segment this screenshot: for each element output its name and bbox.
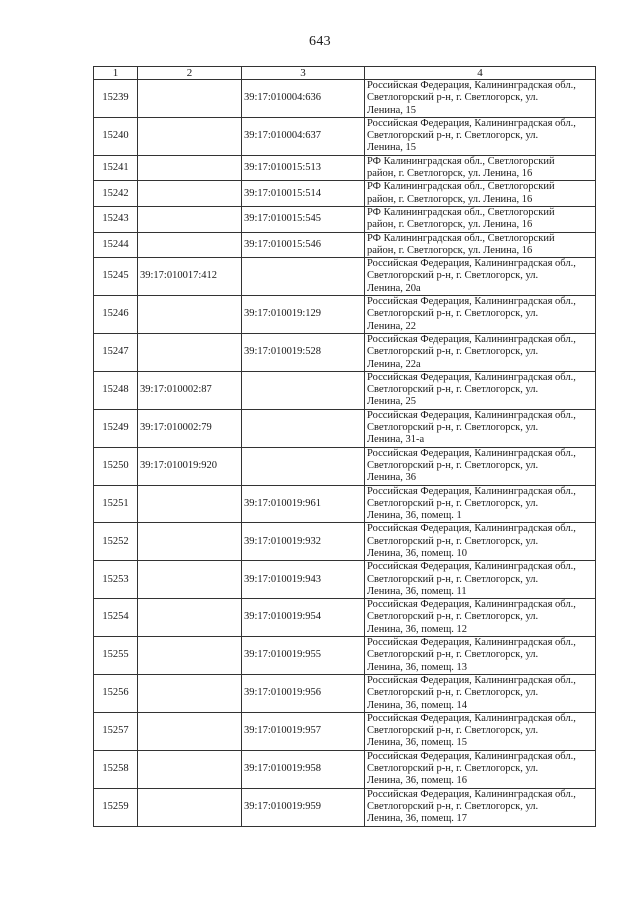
table-row <box>94 258 596 296</box>
address-line: Светлогорский р-н, г. Светлогорск, ул. <box>367 687 539 699</box>
table-row <box>94 712 596 750</box>
address-line: Российская Федерация, Калининградская обл., <box>367 674 576 686</box>
address-line: Светлогорский р-н, г. Светлогорск, ул. <box>367 92 539 104</box>
land-cadastral-number-cell <box>138 155 242 181</box>
address-line: Светлогорский р-н, г. Светлогорск, ул. <box>367 384 539 396</box>
object-cadastral-number-cell: 39:17:010004:636 <box>242 80 365 118</box>
address-line: Ленина, 20а <box>367 282 421 294</box>
address-line: Светлогорский р-н, г. Светлогорск, ул. <box>367 763 539 775</box>
address-line: Ленина, 36, помещ. 13 <box>367 661 468 673</box>
object-cadastral-number-cell <box>242 447 365 485</box>
land-cadastral-number-cell <box>138 523 242 561</box>
address-cell <box>365 232 596 258</box>
address-line: Светлогорский р-н, г. Светлогорск, ул. <box>367 130 539 142</box>
land-cadastral-number-cell <box>138 674 242 712</box>
row-number-cell: 15242 <box>94 181 138 207</box>
address-cell <box>365 117 596 155</box>
address-cell <box>365 371 596 409</box>
table-row <box>94 599 596 637</box>
land-cadastral-number-cell <box>138 117 242 155</box>
row-number-cell: 15253 <box>94 561 138 599</box>
address-line: район, г. Светлогорск, ул. Ленина, 16 <box>367 244 533 256</box>
row-number-cell: 15250 <box>94 447 138 485</box>
address-line: Светлогорский р-н, г. Светлогорск, ул. <box>367 800 539 812</box>
address-cell <box>365 409 596 447</box>
table-row <box>94 788 596 826</box>
address-line: Российская Федерация, Калининградская обл., <box>367 117 576 129</box>
object-cadastral-number-cell <box>242 258 365 296</box>
table-row <box>94 371 596 409</box>
land-cadastral-number-cell: 39:17:010002:79 <box>138 409 242 447</box>
row-number-cell: 15255 <box>94 637 138 675</box>
address-line: Ленина, 36, помещ. 10 <box>367 547 468 559</box>
address-line: РФ Калининградская обл., Светлогорский <box>367 232 555 244</box>
header-col-2: 2 <box>138 67 242 80</box>
address-line: Светлогорский р-н, г. Светлогорск, ул. <box>367 611 539 623</box>
object-cadastral-number-cell: 39:17:010019:961 <box>242 485 365 523</box>
land-cadastral-number-cell <box>138 181 242 207</box>
row-number-cell: 15258 <box>94 750 138 788</box>
table-row <box>94 674 596 712</box>
table-row <box>94 181 596 207</box>
address-line: Ленина, 22а <box>367 358 421 370</box>
address-line: Ленина, 36, помещ. 1 <box>367 510 462 522</box>
object-cadastral-number-cell: 39:17:010015:545 <box>242 206 365 232</box>
table-row <box>94 409 596 447</box>
table-row <box>94 637 596 675</box>
table-row <box>94 117 596 155</box>
address-line: Светлогорский р-н, г. Светлогорск, ул. <box>367 346 539 358</box>
object-cadastral-number-cell: 39:17:010019:955 <box>242 637 365 675</box>
land-cadastral-number-cell <box>138 561 242 599</box>
address-line: Светлогорский р-н, г. Светлогорск, ул. <box>367 573 539 585</box>
address-line: РФ Калининградская обл., Светлогорский <box>367 181 555 193</box>
object-cadastral-number-cell <box>242 371 365 409</box>
object-cadastral-number-cell: 39:17:010019:956 <box>242 674 365 712</box>
address-cell <box>365 181 596 207</box>
address-line: Ленина, 36, помещ. 14 <box>367 699 468 711</box>
address-line: РФ Калининградская обл., Светлогорский <box>367 206 555 218</box>
address-line: РФ Калининградская обл., Светлогорский <box>367 155 555 167</box>
address-line: Российская Федерация, Калининградская обл., <box>367 561 576 573</box>
object-cadastral-number-cell: 39:17:010019:943 <box>242 561 365 599</box>
address-line: район, г. Светлогорск, ул. Ленина, 16 <box>367 219 533 231</box>
row-number-cell: 15244 <box>94 232 138 258</box>
table-row <box>94 447 596 485</box>
address-line: Ленина, 25 <box>367 396 416 408</box>
address-line: Российская Федерация, Калининградская обл., <box>367 296 576 308</box>
address-line: Российская Федерация, Калининградская обл., <box>367 750 576 762</box>
address-line: Светлогорский р-н, г. Светлогорск, ул. <box>367 308 539 320</box>
address-line: Ленина, 36, помещ. 12 <box>367 623 468 635</box>
address-line: Ленина, 15 <box>367 142 416 154</box>
table-row <box>94 296 596 334</box>
address-line: район, г. Светлогорск, ул. Ленина, 16 <box>367 193 533 205</box>
object-cadastral-number-cell <box>242 409 365 447</box>
object-cadastral-number-cell: 39:17:010015:513 <box>242 155 365 181</box>
address-line: Ленина, 36, помещ. 11 <box>367 585 467 597</box>
header-col-3: 3 <box>242 67 365 80</box>
row-number-cell: 15246 <box>94 296 138 334</box>
address-line: Ленина, 36 <box>367 472 416 484</box>
table-row <box>94 523 596 561</box>
address-cell <box>365 523 596 561</box>
address-cell <box>365 447 596 485</box>
address-line: район, г. Светлогорск, ул. Ленина, 16 <box>367 168 533 180</box>
table-row <box>94 206 596 232</box>
land-cadastral-number-cell <box>138 296 242 334</box>
address-line: Российская Федерация, Калининградская обл., <box>367 712 576 724</box>
page-number: 643 <box>309 34 331 49</box>
address-cell <box>365 674 596 712</box>
land-cadastral-number-cell: 39:17:010019:920 <box>138 447 242 485</box>
row-number-cell: 15256 <box>94 674 138 712</box>
address-line: Светлогорский р-н, г. Светлогорск, ул. <box>367 725 539 737</box>
row-number-cell: 15249 <box>94 409 138 447</box>
address-line: Российская Федерация, Калининградская обл., <box>367 637 576 649</box>
address-line: Российская Федерация, Калининградская обл., <box>367 333 576 345</box>
address-line: Российская Федерация, Калининградская обл., <box>367 523 576 535</box>
address-cell <box>365 485 596 523</box>
row-number-cell: 15252 <box>94 523 138 561</box>
land-cadastral-number-cell <box>138 788 242 826</box>
object-cadastral-number-cell: 39:17:010019:959 <box>242 788 365 826</box>
table-row <box>94 561 596 599</box>
row-number-cell: 15251 <box>94 485 138 523</box>
row-number-cell: 15248 <box>94 371 138 409</box>
table-row <box>94 750 596 788</box>
registry-table <box>93 66 596 827</box>
address-cell <box>365 80 596 118</box>
address-cell <box>365 561 596 599</box>
address-line: Российская Федерация, Калининградская обл., <box>367 258 576 270</box>
object-cadastral-number-cell: 39:17:010004:637 <box>242 117 365 155</box>
table-row <box>94 333 596 371</box>
land-cadastral-number-cell <box>138 485 242 523</box>
object-cadastral-number-cell: 39:17:010019:958 <box>242 750 365 788</box>
address-line: Ленина, 36, помещ. 16 <box>367 775 468 787</box>
address-cell <box>365 599 596 637</box>
land-cadastral-number-cell <box>138 750 242 788</box>
address-line: Российская Федерация, Калининградская обл., <box>367 599 576 611</box>
address-line: Ленина, 15 <box>367 104 416 116</box>
address-line: Российская Федерация, Калининградская обл., <box>367 371 576 383</box>
address-cell <box>365 296 596 334</box>
table-body <box>94 80 596 827</box>
address-line: Российская Федерация, Калининградская обл., <box>367 447 576 459</box>
address-line: Ленина, 31-а <box>367 434 425 446</box>
header-col-1: 1 <box>94 67 138 80</box>
land-cadastral-number-cell <box>138 80 242 118</box>
address-cell <box>365 788 596 826</box>
address-line: Российская Федерация, Калининградская обл., <box>367 80 576 91</box>
address-line: Светлогорский р-н, г. Светлогорск, ул. <box>367 497 539 509</box>
object-cadastral-number-cell: 39:17:010019:528 <box>242 333 365 371</box>
address-cell <box>365 637 596 675</box>
address-cell <box>365 750 596 788</box>
object-cadastral-number-cell: 39:17:010015:514 <box>242 181 365 207</box>
table-header <box>94 67 596 80</box>
address-line: Светлогорский р-н, г. Светлогорск, ул. <box>367 649 539 661</box>
address-cell <box>365 155 596 181</box>
land-cadastral-number-cell <box>138 637 242 675</box>
row-number-cell: 15241 <box>94 155 138 181</box>
object-cadastral-number-cell: 39:17:010019:954 <box>242 599 365 637</box>
address-cell <box>365 258 596 296</box>
land-cadastral-number-cell: 39:17:010017:412 <box>138 258 242 296</box>
table-row <box>94 485 596 523</box>
address-cell <box>365 333 596 371</box>
row-number-cell: 15254 <box>94 599 138 637</box>
row-number-cell: 15257 <box>94 712 138 750</box>
object-cadastral-number-cell: 39:17:010019:932 <box>242 523 365 561</box>
header-col-4: 4 <box>365 67 596 80</box>
object-cadastral-number-cell: 39:17:010015:546 <box>242 232 365 258</box>
land-cadastral-number-cell <box>138 232 242 258</box>
row-number-cell: 15259 <box>94 788 138 826</box>
address-line: Светлогорский р-н, г. Светлогорск, ул. <box>367 422 539 434</box>
address-line: Ленина, 22 <box>367 320 416 332</box>
row-number-cell: 15247 <box>94 333 138 371</box>
object-cadastral-number-cell: 39:17:010019:957 <box>242 712 365 750</box>
address-line: Российская Федерация, Калининградская обл., <box>367 788 576 800</box>
address-cell <box>365 206 596 232</box>
address-line: Светлогорский р-н, г. Светлогорск, ул. <box>367 270 539 282</box>
land-cadastral-number-cell <box>138 206 242 232</box>
address-line: Светлогорский р-н, г. Светлогорск, ул. <box>367 535 539 547</box>
land-cadastral-number-cell <box>138 333 242 371</box>
table-row <box>94 80 596 118</box>
land-cadastral-number-cell <box>138 712 242 750</box>
row-number-cell: 15239 <box>94 80 138 118</box>
land-cadastral-number-cell <box>138 599 242 637</box>
address-line: Российская Федерация, Калининградская обл., <box>367 409 576 421</box>
address-line: Светлогорский р-н, г. Светлогорск, ул. <box>367 459 539 471</box>
header-row <box>94 67 596 80</box>
address-line: Российская Федерация, Калининградская обл., <box>367 485 576 497</box>
row-number-cell: 15245 <box>94 258 138 296</box>
address-line: Ленина, 36, помещ. 15 <box>367 737 468 749</box>
row-number-cell: 15240 <box>94 117 138 155</box>
address-line: Ленина, 36, помещ. 17 <box>367 813 468 825</box>
table-row <box>94 155 596 181</box>
land-cadastral-number-cell: 39:17:010002:87 <box>138 371 242 409</box>
address-cell <box>365 712 596 750</box>
object-cadastral-number-cell: 39:17:010019:129 <box>242 296 365 334</box>
row-number-cell: 15243 <box>94 206 138 232</box>
table-row <box>94 232 596 258</box>
